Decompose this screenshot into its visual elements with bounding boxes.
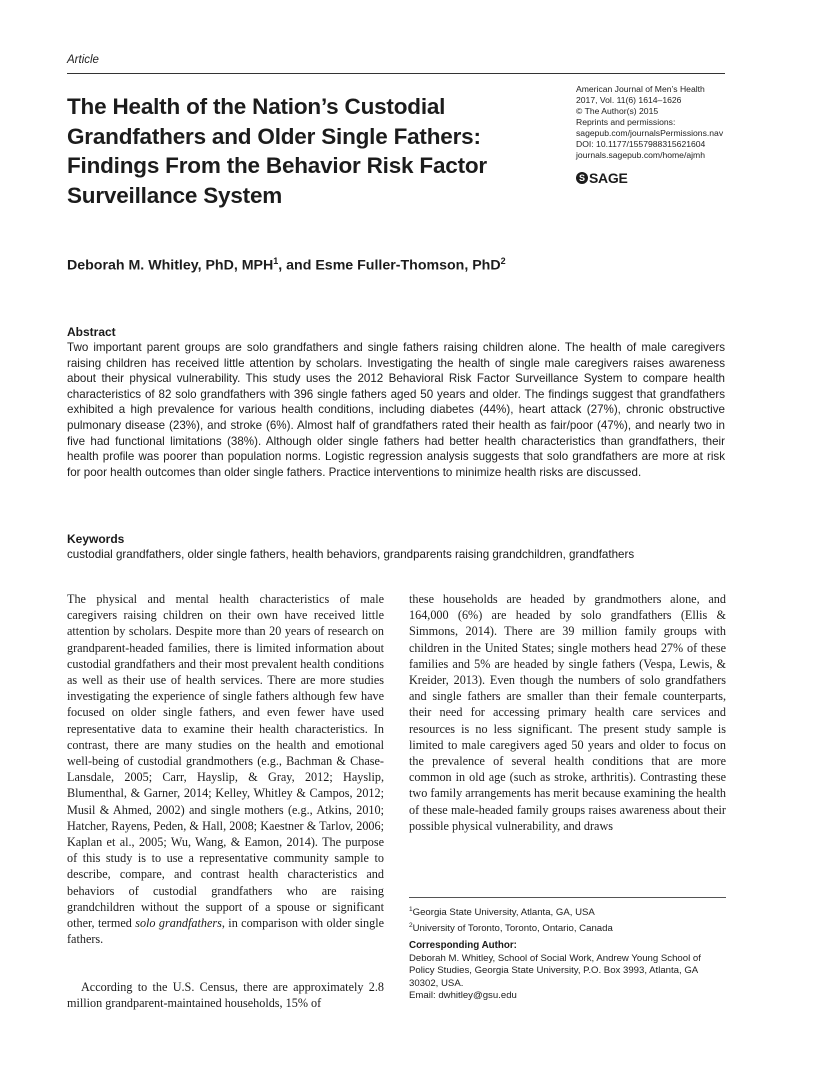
affiliation-1: $^1$Georgia State University, Atlanta, GA, USA [409,906,595,919]
footnote-rule [409,897,726,898]
section-label: Article [67,54,99,66]
copyright: © The Author(s) 2015 [576,106,659,116]
author-2: Esme Fuller-Thomson, PhD [315,257,501,274]
body-paragraph-3: these households are headed by grandmothers alone, and 164,000 (6%) are headed by solo grandfathers (Ellis & Simmons, 2014). There are 39 million family groups with children in the United States; single mothers head 27% of these families and 5% are headed by single fathers (Vespa, Lewis, & Kreider, 2013). Even though the numbers of solo grandfathers and single fathers are smaller than their female counterparts, their need for accessing primary health care services and resources is no less significant. The present study sample is limited to male caregivers aged 50 years and older to focus on the prevalence of several health conditions that are more common in old age (such as stroke, arthritis). Contrasting these two family arrangements has merit because examining the health of these male-headed family groups raises awareness about their possible physical vulnerability, and draws [409,592,726,833]
journal-url[interactable]: journals.sagepub.com/home/ajmh [576,150,705,160]
corresponding-author-address: Deborah M. Whitley, School of Social Work, Andrew Young School of Policy Studies, Georgia State University, P.O. Box 3993, Atlanta, GA 30302, USA. [409,953,701,989]
paper-title: The Health of the Nation’s Custodial Grandfathers and Older Single Fathers: Findings From the Behavior Risk Factor Surveillance System [67,94,487,208]
reprints-label: Reprints and permissions: [576,117,676,127]
term-solo-grandfathers: solo grandfathers [135,916,222,931]
keywords-heading: Keywords [67,532,125,546]
header-rule [67,73,725,74]
author-1-affiliation: 1 [273,256,279,266]
affiliations [409,904,726,935]
permissions-link[interactable]: sagepub.com/journalsPermissions.nav [576,128,724,138]
body-text: , in comparison with older single fathers. [67,916,384,947]
sage-logo [576,170,627,186]
journal-name: American Journal of Men’s Health [576,84,705,94]
keywords-text: custodial grandfathers, older single fathers, health behaviors, grandparents raising grandchildren, grandfathers [67,548,635,561]
abstract-heading: Abstract [67,325,116,339]
author-2-affiliation: 2 [500,256,506,266]
affiliation-2: $^2$University of Toronto, Toronto, Ontario, Canada [409,921,613,934]
body-text: The physical and mental health characteristics of male caregivers raising children on their own have received little attention by scholars. Despite more than 20 years of research on grandparent-headed families, there is limited information about custodial grandfathers and their most prevalent health conditions as well as their use of health services. There are more studies investigating the experience of single fathers although few have focused on older single fathers, and even fewer have used representative data to examine their health characteristics. In contrast, there are many studies on the health and emotional well-being of custodial grandmothers (e.g., Bachman & Chase-Lansdale, 2005; Carr, Hayslip, & Gray, 2012; Hayslip, Blumenthal, & Garner, 2014; Kelley, Whitley & Campos, 2012; Musil & Ahmed, 2002) and single mothers (e.g., Atkins, 2010; Hatcher, Rayens, Peden, & Hall, 2008; Kaestner & Tarlov, 2006; Kaplan et al., 2005; Wu, Wang, & Eamon, 2014). The purpose of this study is to use a representative community sample to describe, compare, and contrast health characteristics and behaviors of custodial grandfathers who are raising grandchildren without the support of a spouse or significant other, termed [67,592,384,931]
author-separator: , and [278,257,316,274]
body-paragraph-2: According to the U.S. Census, there are approximately 2.8 million grandparent-maintained households, 15% of [67,980,384,1011]
corresponding-author-heading: Corresponding Author: [409,940,517,951]
sage-logo-text: SAGE [589,170,628,186]
body-paragraph-1 [67,591,384,947]
sage-logo-icon: S [576,172,588,184]
abstract-text: Two important parent groups are solo grandfathers and single fathers raising children alone. The health of male caregivers raising children has received little attention by scholars. Investigating the health of single male caregivers raises awareness about their physical vulnerability. This study uses the 2012 Behavioral Risk Factor Surveillance System to compare health characteristics of 82 solo grandfathers with 396 single fathers aged 50 years and older. The findings suggest that grandfathers exhibited a high prevalence for various health conditions, including diabetes (44%), heart attack (27%), chronic obstructive pulmonary disease (23%), and stroke (6%). Almost half of grandfathers rated their health as fair/poor (47%), and nearly two in five had functional limitations (38%). Although older single fathers had better health characteristics than grandfathers, their health profile was poorer than population norms. Logistic regression analysis suggests that solo grandfathers are more at risk for poor health outcomes than older single fathers. Practice interventions to minimize health risks are discussed. [67,341,725,479]
doi[interactable]: DOI: 10.1177/1557988315621604 [576,139,706,149]
corresponding-author-email[interactable]: Email: dwhitley@gsu.edu [409,990,517,1002]
journal-info [576,84,736,161]
author-list [67,256,747,274]
author-1: Deborah M. Whitley, PhD, MPH [67,257,274,274]
journal-volume: 2017, Vol. 11(6) 1614–1626 [576,95,682,105]
corresponding-author-info [409,953,726,1003]
